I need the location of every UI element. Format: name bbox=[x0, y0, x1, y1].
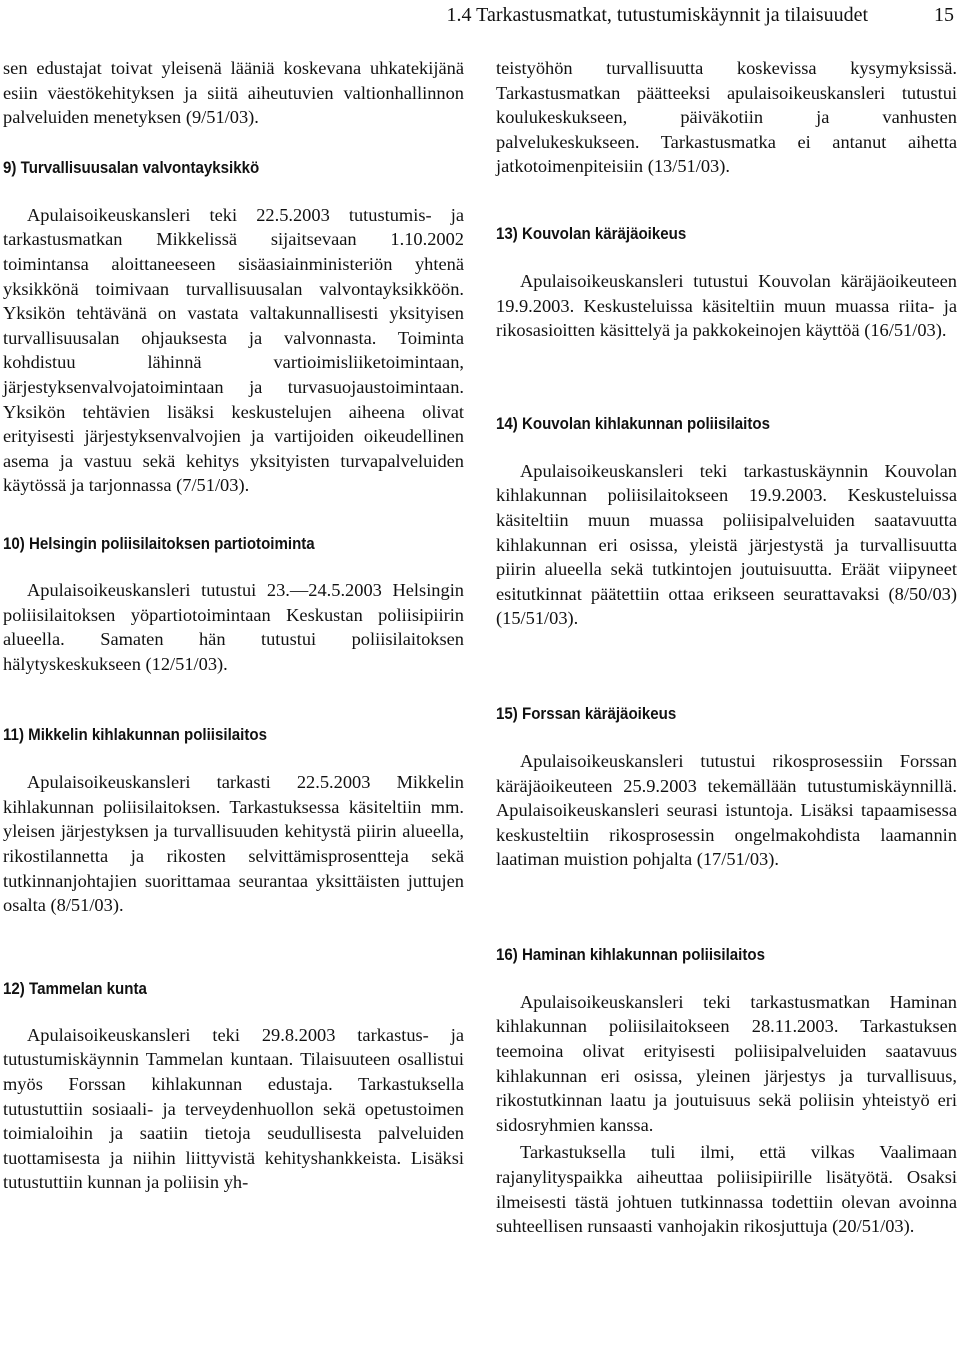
section-12-paragraph: Apulaisoikeuskansleri teki 29.8.2003 tarkastus- ja tutustumiskäynnin Tammelan kuntaan. Tilaisuuteen osallistui myös Forssan kihlakunnan edustaja. Tarkastuksella tutustuttiin sosiaali- ja terveydenhuollon sekä opetustoimen toimialoihin ja saatiin tietoja seudullisesta palveluiden tuottamisesta ja niihin liittyvistä kehityshankkeista. Lisäksi tutustuttiin kunnan ja poliisin yh- bbox=[3, 1024, 464, 1193]
section-9-paragraph: Apulaisoikeuskansleri teki 22.5.2003 tutustumis- ja tarkastusmatkan Mikkelissä sijaitsevaan 1.10.2002 toimintansa aloittaneeseen sisäasiainministeriön yhtenä yksikkönä toimivaan turvallisuusalan valvontayksikköön. Yksikön tehtävänä on vastata valtakunnallisesti yksityisen turvallisuusalan ohjauksesta ja valvonnasta. Toiminta kohdistuu lähinnä vartioimisliiketoimintaan, järjestyksenvalvojatoimintaan ja turvasuojaustoimintaan. Yksikön tehtävien lisäksi keskustelujen aiheena olivat erityisesti järjestyksenvalvojien ja vartijoiden oikeudellinen asema ja vastuu sekä kehitys yksityisten turvapalveluiden käytössä ja tarjonnassa (7/51/03). bbox=[3, 204, 464, 496]
section-13-heading: 13) Kouvolan käräjäoikeus bbox=[496, 224, 687, 243]
page-number: 15 bbox=[934, 4, 954, 26]
running-title: 1.4 Tarkastusmatkat, tutustumiskäynnit ja tilaisuudet bbox=[446, 4, 868, 26]
running-header bbox=[0, 1, 956, 29]
section-13-paragraph: Apulaisoikeuskansleri tutustui Kouvolan käräjäoikeuteen 19.9.2003. Keskusteluissa käsiteltiin muun muassa riita- ja rikosasioitten käsittelyä ja pakkokeinojen käyttöä (16/51/03). bbox=[496, 270, 957, 341]
right-column bbox=[496, 56, 957, 1239]
section-11-paragraph: Apulaisoikeuskansleri tarkasti 22.5.2003 Mikkelin kihlakunnan poliisilaitoksen. Tarkastuksessa käsiteltiin mm. yleisen järjestyksen ja turvallisuuden kehitystä piirin alueella, rikostilannetta ja rikosten selvittämisprosentteja sekä tutkinnanjohtajien suorittamaa seurantaa yksittäisten juttujen osalta (8/51/03). bbox=[3, 772, 464, 916]
section-10-paragraph: Apulaisoikeuskansleri tutustui 23.—24.5.2003 Helsingin poliisilaitoksen yöpartiotoimintaan Keskustan poliisipiirin alueella. Samaten hän tutustui poliisilaitoksen hälytyskeskukseen (12/51/03). bbox=[3, 579, 464, 674]
continuation-paragraph: teistyöhön turvallisuutta koskevissa kysymyksissä. Tarkastusmatkan päätteeksi apulaisoikeuskansleri tutustui koulukeskukseen, päiväkotiin ja vanhusten palvelukeskukseen. Tarkastusmatka ei antanut aihetta jatkotoimenpiteisiin (13/51/03). bbox=[496, 58, 957, 177]
section-16-heading: 16) Haminan kihlakunnan poliisilaitos bbox=[496, 945, 765, 964]
section-11-heading: 11) Mikkelin kihlakunnan poliisilaitos bbox=[3, 726, 267, 745]
section-12-heading: 12) Tammelan kunta bbox=[3, 979, 147, 998]
section-16-paragraph-1: Apulaisoikeuskansleri teki tarkastusmatkan Haminan kihlakunnan poliisilaitokseen 28.11.2003. Tarkastuksen teemoina olivat erityisesti poliisipalveluiden saatavuus kihlakunnan eri osissa, yleinen järjestys ja turvallisuus, rikostutkinnan laatu ja joutuisuus sekä poliisin yhteistyö eri sidosryhmien kanssa. bbox=[496, 991, 957, 1135]
section-16-paragraph-2: Tarkastuksella tuli ilmi, että vilkas Vaalimaan rajanylityspaikka aiheuttaa poliisipiirille lisätyötä. Osaksi ilmeisesti tästä johtuen tutkinnassa todettiin olevan avoinna suhteellisen runsaasti vanhojakin rikosjuttuja (20/51/03). bbox=[496, 1142, 957, 1237]
intro-paragraph: sen edustajat toivat yleisenä lääniä koskevana uhkatekijänä esiin väestökehityksen ja siitä aiheutuvien valtionhallinnon palveluiden menetyksen (9/51/03). bbox=[3, 58, 464, 128]
section-14-heading: 14) Kouvolan kihlakunnan poliisilaitos bbox=[496, 414, 771, 433]
left-column bbox=[3, 56, 464, 1195]
section-15-heading: 15) Forssan käräjäoikeus bbox=[496, 704, 677, 723]
section-15-paragraph: Apulaisoikeuskansleri tutustui rikosprosessiin Forssan käräjäoikeuteen 25.9.2003 tekemällään tutustumiskäynnillä. Apulaisoikeuskansleri seurasi istuntoja. Lisäksi tapaamisessa keskusteltiin rikosprosessin ongelmakohdista laamannin laatiman muistion pohjalta (17/51/03). bbox=[496, 750, 957, 870]
section-9-heading: 9) Turvallisuusalan valvontayksikkö bbox=[3, 158, 260, 177]
section-14-paragraph: Apulaisoikeuskansleri teki tarkastuskäynnin Kouvolan kihlakunnan poliisilaitokseen 19.9.2003. Keskusteluissa käsiteltiin muun muassa poliisipalveluiden saatavuutta kihlakunnan eri osissa, yleistä järjestystä ja turvallisuutta piirin alueella sekä tutkintojen joutuisuutta. Eräät viipyneet esitutkinnat päätettiin ottaa erikseen seurattavaksi (8/50/03) (15/51/03). bbox=[496, 460, 957, 629]
section-10-heading: 10) Helsingin poliisilaitoksen partiotoiminta bbox=[3, 534, 315, 553]
